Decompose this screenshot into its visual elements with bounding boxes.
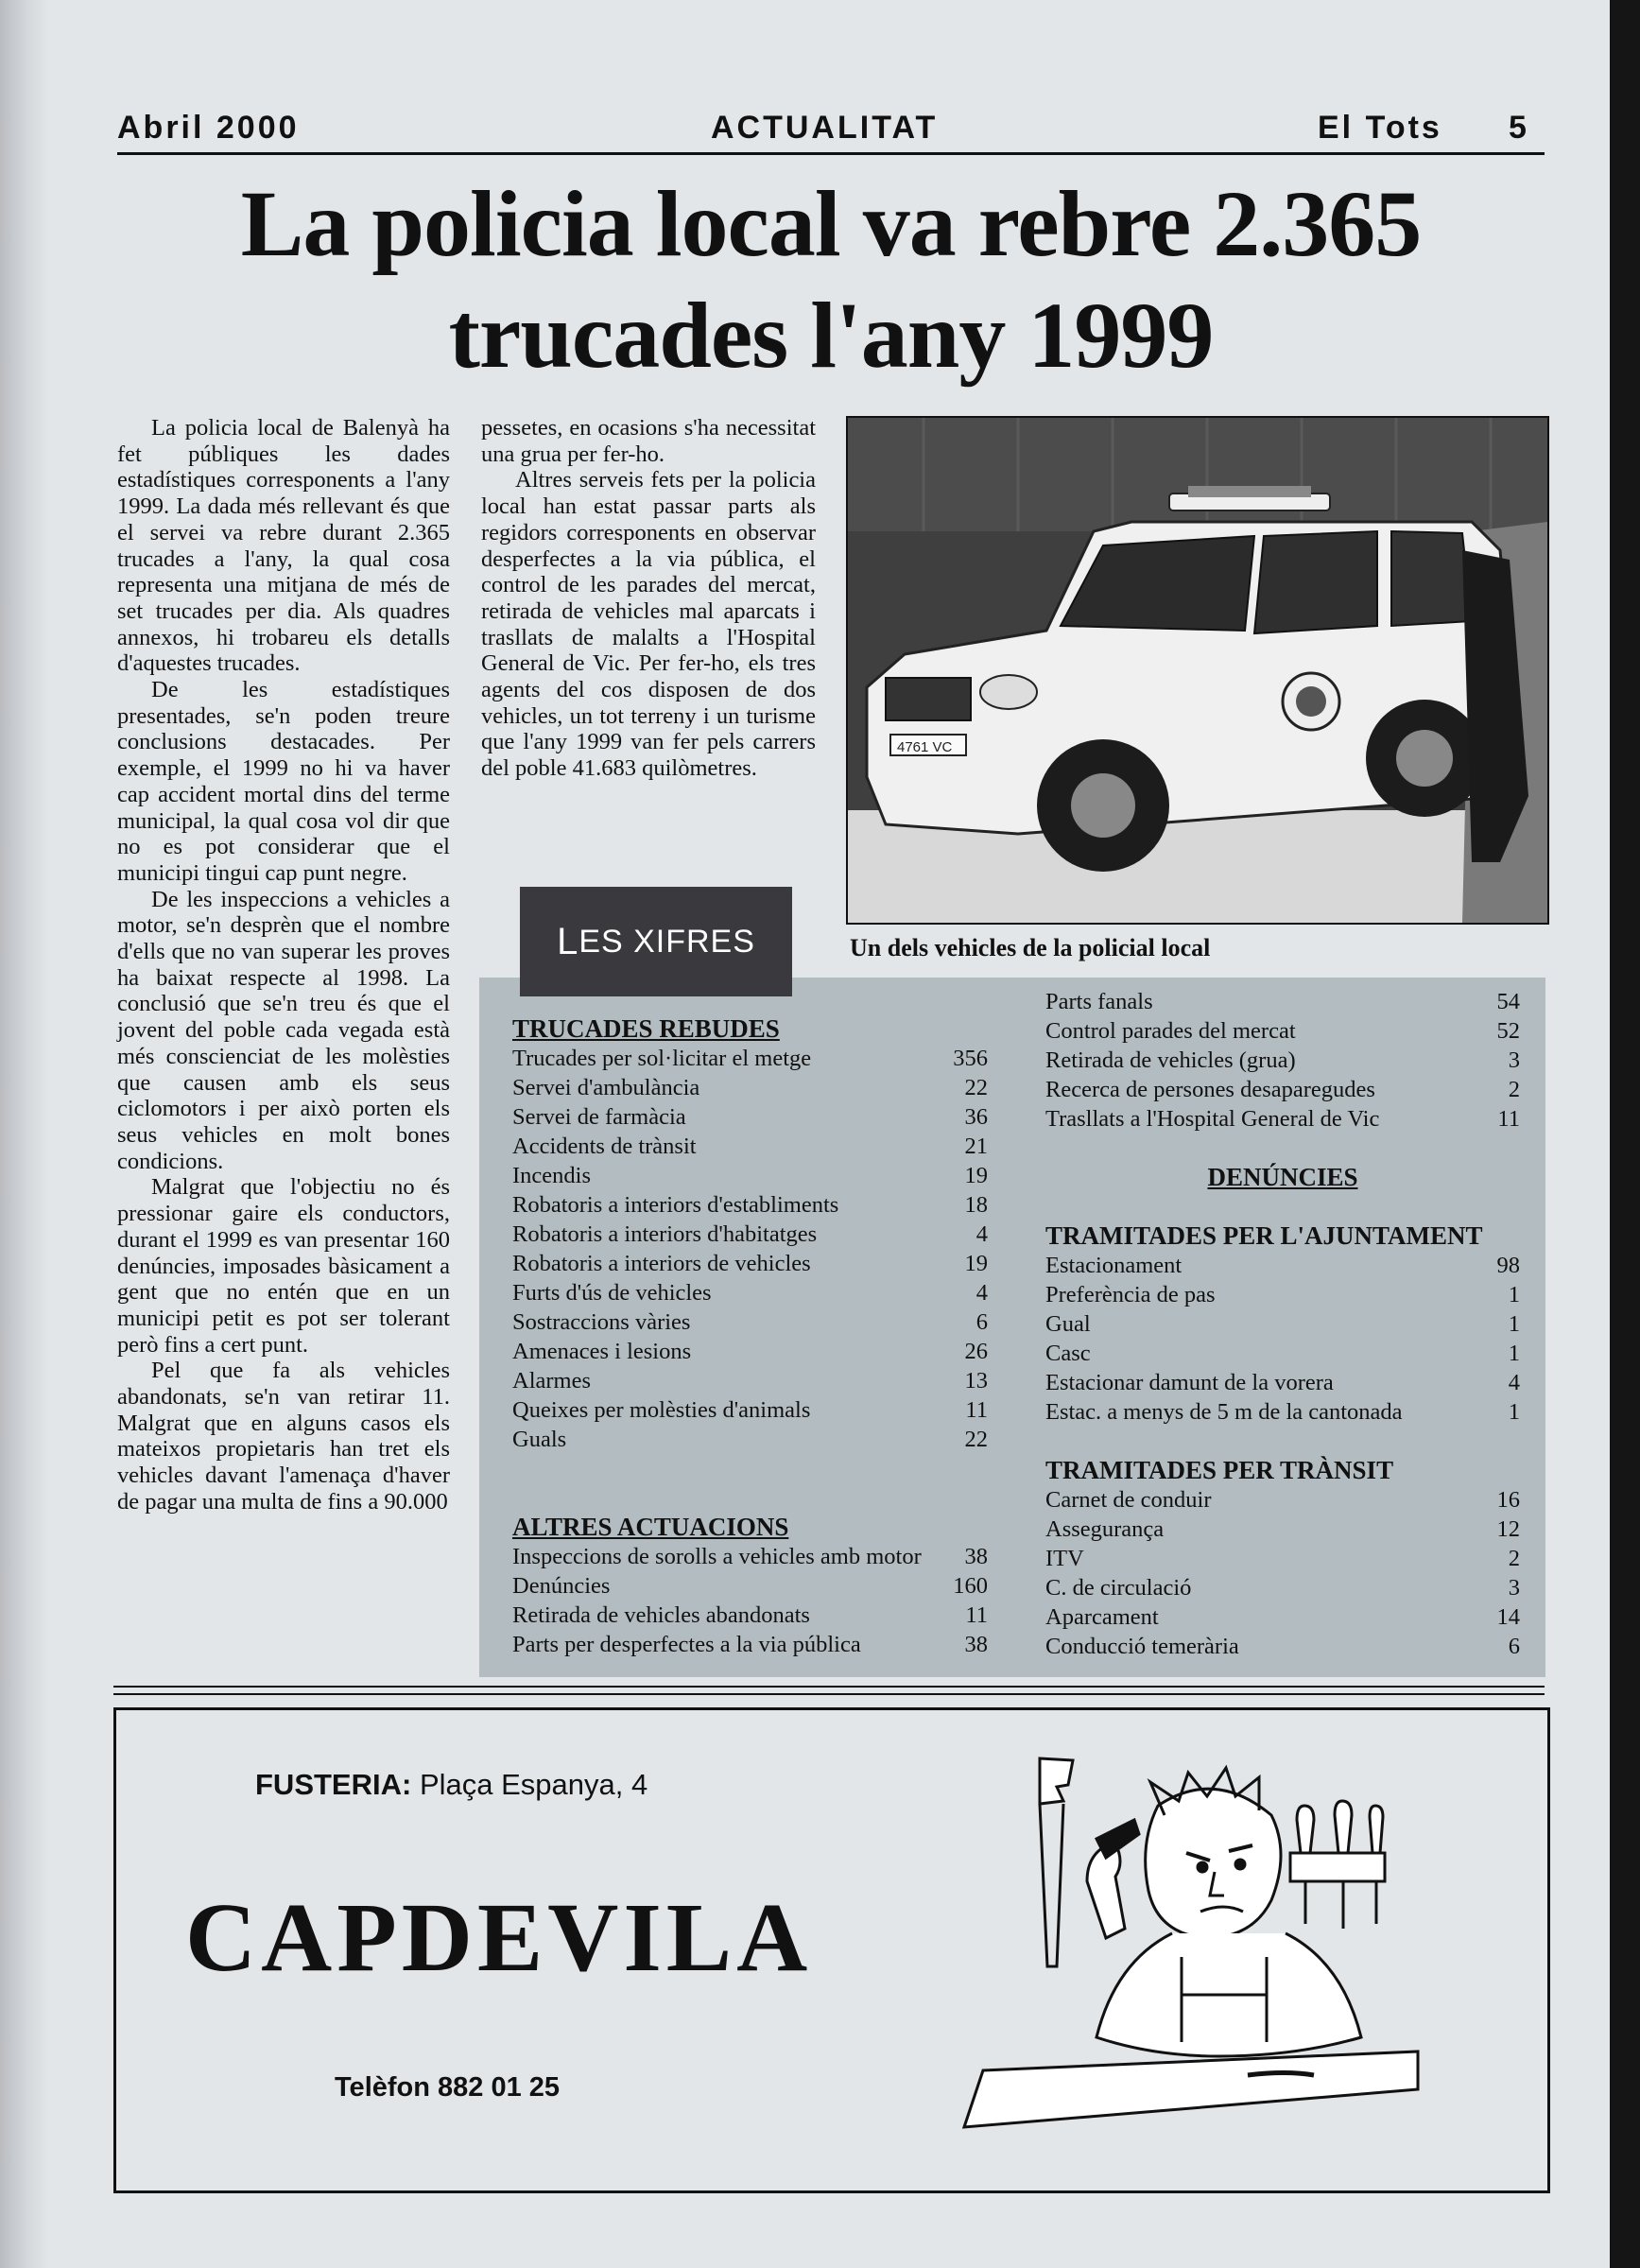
stat-label: Incendis [512,1163,591,1188]
article-column-1 [117,415,450,1515]
statistics-title-rest: ES XIFRES [578,923,755,960]
stat-value: 38 [964,1544,988,1569]
stat-label: Sostraccions vàries [512,1309,691,1335]
article-paragraph: De les estadístiques presentades, se'n poden treure conclusions destacades. Per exemple, el 1999 no hi va haver cap accident mortal dins del terme municipal, la qual cosa vol dir que no es pot considerar que el municipi tingui cap punt negre. [117,677,450,886]
header-date: Abril 2000 [117,110,300,146]
stat-label: ITV [1045,1546,1084,1571]
stat-row [1045,1573,1520,1602]
stat-label: Furts d'ús de vehicles [512,1280,712,1306]
stat-value: 11 [965,1397,988,1423]
stat-row [1045,1309,1520,1339]
stat-row [512,1132,988,1161]
stat-label: Estacionar damunt de la vorera [1045,1370,1334,1395]
stat-value: 26 [964,1339,988,1364]
stat-row [512,1220,988,1249]
statistics-box-title [520,887,792,996]
stat-value: 22 [964,1427,988,1452]
stat-row [1045,1368,1520,1397]
stat-value: 13 [964,1368,988,1394]
stat-label: Trucades per sol·licitar el metge [512,1046,812,1071]
separator-rule-bottom [113,1693,1545,1695]
stat-value: 3 [1508,1575,1520,1601]
stat-row [1045,987,1520,1016]
stat-label: Recerca de persones desaparegudes [1045,1077,1375,1102]
stat-label: Queixes per molèsties d'animals [512,1397,811,1423]
stat-row [1045,1280,1520,1309]
section-title-trucades: TRUCADES REBUDES [512,1014,780,1043]
stat-value: 4 [975,1221,988,1247]
stat-label: Alarmes [512,1368,591,1394]
stat-row [512,1571,988,1601]
stat-row [512,1601,988,1630]
carpenter-cartoon-illustration [945,1749,1437,2165]
stat-label: Estac. a menys de 5 m de la cantonada [1045,1399,1403,1425]
stat-value: 1 [1508,1282,1520,1307]
subsection-title-ajuntament: TRAMITADES PER L'AJUNTAMENT [1045,1221,1483,1250]
stat-value: 18 [964,1192,988,1218]
plate-text: 4761 VC [897,739,953,755]
separator-rule-top [113,1686,1545,1688]
ad-label: FUSTERIA: [255,1768,412,1801]
section-title-denuncies: DENÚNCIES [1207,1163,1358,1191]
stat-value: 36 [964,1104,988,1130]
police-vehicle-photo [846,416,1549,925]
stat-value: 11 [1497,1106,1520,1132]
stat-label: Servei d'ambulància [512,1075,700,1100]
stat-value: 356 [953,1046,988,1071]
page-spine-shadow [0,0,49,2268]
stat-label: C. de circulació [1045,1575,1192,1601]
stat-label: Guals [512,1427,567,1452]
stat-row [512,1190,988,1220]
stat-value: 1 [1508,1341,1520,1366]
stat-row [1045,1339,1520,1368]
stat-row [512,1425,988,1454]
stat-label: Preferència de pas [1045,1282,1216,1307]
stat-row [1045,1632,1520,1661]
stat-label: Control parades del mercat [1045,1018,1296,1044]
stat-row [512,1630,988,1659]
stat-label: Aparcament [1045,1604,1159,1630]
stat-value: 6 [1508,1634,1520,1659]
stat-label: Robatoris a interiors de vehicles [512,1251,811,1276]
stat-label: Gual [1045,1311,1091,1337]
header-rule [117,152,1545,155]
stat-value: 2 [1508,1546,1520,1571]
stat-row [1045,1602,1520,1632]
stat-row [512,1044,988,1073]
stat-label: Assegurança [1045,1516,1165,1542]
stat-value: 52 [1496,1018,1520,1044]
stat-row [512,1249,988,1278]
stat-label: Robatoris a interiors d'establiments [512,1192,839,1218]
stat-row [1045,1544,1520,1573]
stat-label: Conducció temerària [1045,1634,1239,1659]
article-paragraph: De les inspeccions a vehicles a motor, se'n desprèn que el nombre d'ells que no van superar les proves ha baixat respecte al 1998. La conclusió que se'n treu és que el jovent del poble cada vegada està més conscienciat de les molèsties que causen amb els seus ciclomotors i per això porten els seus vehicles en molt bones condicions. [117,886,450,1174]
stat-value: 3 [1508,1047,1520,1073]
stat-label: Retirada de vehicles abandonats [512,1602,810,1628]
stat-row [1045,1075,1520,1104]
stat-row [512,1307,988,1337]
stat-label: Servei de farmàcia [512,1104,686,1130]
page-edge [1610,0,1640,2268]
stat-value: 6 [975,1309,988,1335]
ad-address: Plaça Espanya, 4 [419,1768,648,1801]
stat-value: 16 [1496,1487,1520,1513]
stat-value: 4 [975,1280,988,1306]
headline-line-1: La policia local va rebre 2.365 [240,171,1422,276]
stat-value: 98 [1496,1253,1520,1278]
article-column-2 [481,415,816,782]
stat-label: Retirada de vehicles (grua) [1045,1047,1296,1073]
stat-label: Amenaces i lesions [512,1339,692,1364]
photo-caption: Un dels vehicles de la policial local [850,934,1211,961]
stat-row [512,1395,988,1425]
stat-value: 38 [964,1632,988,1657]
stat-row [1045,1397,1520,1427]
police-vehicle-illustration [848,418,1547,923]
article-paragraph: pessetes, en ocasions s'ha necessitat una grua per fer-ho. [481,415,816,467]
stat-value: 19 [964,1251,988,1276]
stat-row [1045,1485,1520,1515]
ad-phone: Telèfon 882 01 25 [335,2072,561,2103]
article-paragraph: La policia local de Balenyà ha fet públiques les dades estadístiques corresponents a l'any 1999. La dada més rellevant és que el servei va rebre durant 2.365 trucades a l'any, la qual cosa representa una mitjana de més de set trucades per dia. Als quadres annexos, hi trobareu els detalls d'aquestes trucades. [117,415,450,677]
stat-value: 160 [953,1573,988,1599]
stat-row [1045,1515,1520,1544]
stat-value: 2 [1508,1077,1520,1102]
article-headline [117,168,1545,391]
stat-row [1045,1104,1520,1134]
stat-value: 12 [1496,1516,1520,1542]
stat-row [1045,1046,1520,1075]
header-page-number: 5 [1509,110,1529,146]
stat-value: 1 [1508,1399,1520,1425]
stat-value: 14 [1496,1604,1520,1630]
stat-row [1045,1251,1520,1280]
stat-value: 4 [1508,1370,1520,1395]
stat-label: Carnet de conduir [1045,1487,1212,1513]
header-publication: El Tots [1318,110,1442,146]
stat-label: Casc [1045,1341,1091,1366]
stat-label: Robatoris a interiors d'habitatges [512,1221,818,1247]
ad-address-line [255,1768,647,1802]
stat-label: Inspeccions de sorolls a vehicles amb motor [512,1544,922,1569]
stat-row [512,1337,988,1366]
header-section: ACTUALITAT [711,110,939,146]
subsection-title-transit: TRAMITADES PER TRÀNSIT [1045,1456,1394,1484]
stat-row [512,1102,988,1132]
article-paragraph: Pel que fa als vehicles abandonats, se'n van retirar 11. Malgrat que en alguns casos els mateixos propietaris han tret els vehicles davant l'amenaça d'haver de pagar una multa de fins a 90.000 [117,1358,450,1515]
stat-row [1045,1016,1520,1046]
stats-left-column [512,1014,988,1659]
stat-value: 54 [1496,989,1520,1014]
stat-value: 21 [964,1134,988,1159]
stat-row [512,1366,988,1395]
stat-label: Trasllats a l'Hospital General de Vic [1045,1106,1380,1132]
stat-value: 1 [1508,1311,1520,1337]
ad-business-name: CAPDEVILA [185,1883,813,1992]
stat-row [512,1073,988,1102]
stat-value: 11 [965,1602,988,1628]
stat-label: Parts per desperfectes a la via pública [512,1632,861,1657]
headline-line-2: trucades l'any 1999 [448,283,1214,388]
stat-label: Accidents de trànsit [512,1134,697,1159]
stat-value: 19 [964,1163,988,1188]
section-title-altres: ALTRES ACTUACIONS [512,1513,789,1541]
stats-right-column [1045,987,1520,1661]
stat-row [512,1161,988,1190]
stat-row [512,1542,988,1571]
statistics-title-initial: L [557,920,579,962]
stat-label: Denúncies [512,1573,611,1599]
article-paragraph: Malgrat que l'objectiu no és pressionar gaire els conductors, durant el 1999 es van presentar 160 denúncies, imposades bàsicament a gent que no entén que en un municipi petit es pot ser tolerant però fins a cert punt. [117,1174,450,1358]
stat-label: Parts fanals [1045,989,1153,1014]
article-paragraph: Altres serveis fets per la policia local han estat passar parts als regidors corresponents en observar desperfectes a la via pública, el control de les parades del mercat, retirada de vehicles mal aparcats i trasllats de malalts a l'Hospital General de Vic. Per fer-ho, els tres agents del cos disposen de dos vehicles, un tot terreny i un turisme que l'any 1999 van fer pels carrers del poble 41.683 quilòmetres. [481,467,816,782]
stat-row [512,1278,988,1307]
stat-label: Estacionament [1045,1253,1183,1278]
stat-value: 22 [964,1075,988,1100]
